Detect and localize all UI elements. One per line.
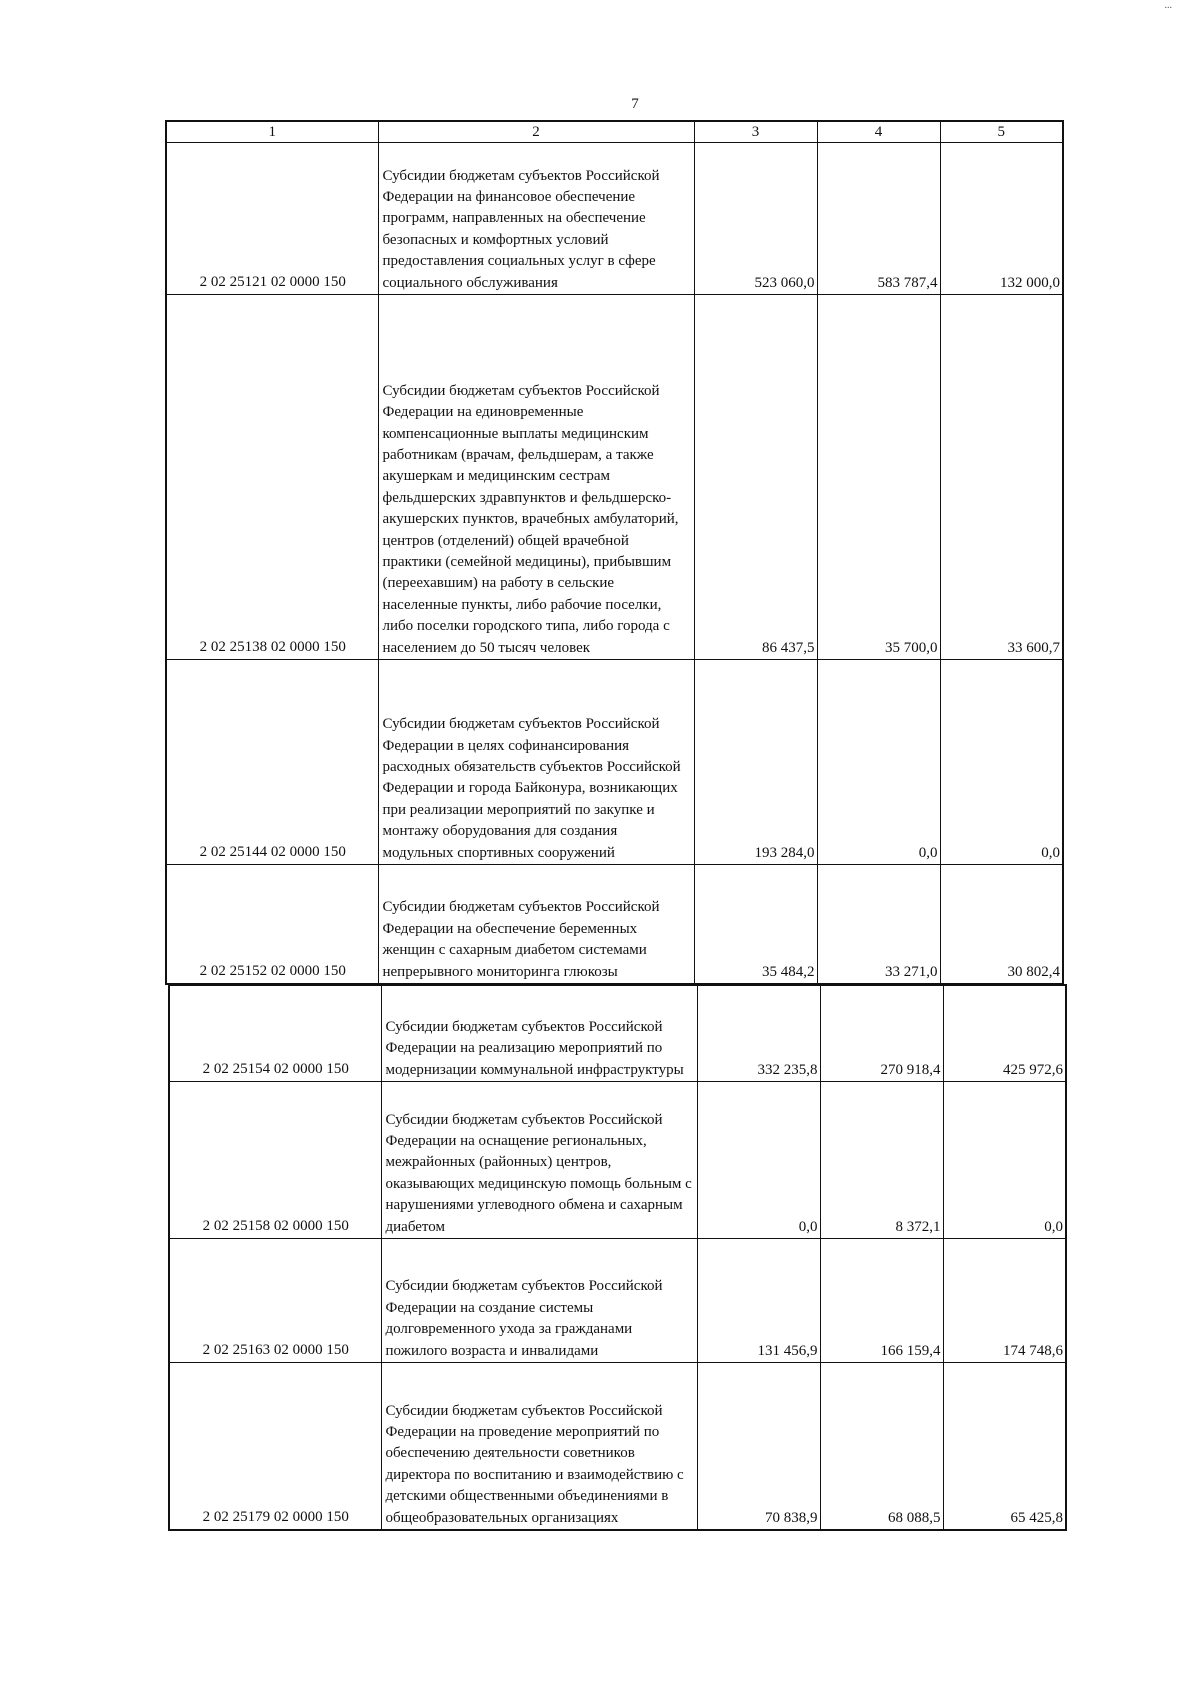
budget-code: 2 02 25144 02 0000 150	[166, 660, 378, 865]
amount-col3: 86 437,5	[694, 295, 817, 660]
amount-col4: 35 700,0	[817, 295, 940, 660]
table-row	[169, 1363, 1066, 1531]
row-description: Субсидии бюджетам субъектов Российской Федерации на проведение мероприятий по обеспечению деятельности советников директора по воспитанию и взаимодействию с детскими общественными объединениями в общеобразовательных организациях	[381, 1363, 697, 1531]
table-header-row	[166, 121, 1063, 143]
amount-col5: 132 000,0	[940, 143, 1063, 295]
budget-code: 2 02 25158 02 0000 150	[169, 1082, 381, 1239]
amount-col4: 583 787,4	[817, 143, 940, 295]
table-row	[166, 865, 1063, 985]
table-row	[169, 1239, 1066, 1363]
budget-code: 2 02 25179 02 0000 150	[169, 1363, 381, 1531]
row-description: Субсидии бюджетам субъектов Российской Федерации на финансовое обеспечение программ, направленных на обеспечение безопасных и комфортных условий предоставления социальных услуг в сфере социального обслуживания	[378, 143, 694, 295]
row-description: Субсидии бюджетам субъектов Российской Федерации на оснащение региональных, межрайонных (районных) центров, оказывающих медицинскую помощь больным с нарушениями углеводного обмена и сахарным диабетом	[381, 1082, 697, 1239]
row-description: Субсидии бюджетам субъектов Российской Федерации в целях софинансирования расходных обязательств субъектов Российской Федерации и города Байконура, возникающих при реализации мероприятий по закупке и монтажу оборудования для создания модульных спортивных сооружений	[378, 660, 694, 865]
amount-col5: 425 972,6	[943, 985, 1066, 1082]
budget-code: 2 02 25138 02 0000 150	[166, 295, 378, 660]
budget-table-lower	[168, 984, 1067, 1531]
row-description: Субсидии бюджетам субъектов Российской Федерации на создание системы долговременного ухода за гражданами пожилого возраста и инвалидами	[381, 1239, 697, 1363]
corner-mark: ...	[1164, 0, 1172, 11]
amount-col3: 70 838,9	[697, 1363, 820, 1531]
amount-col5: 174 748,6	[943, 1239, 1066, 1363]
header-cell: 5	[940, 121, 1063, 143]
row-description: Субсидии бюджетам субъектов Российской Федерации на единовременные компенсационные выплаты медицинским работникам (врачам, фельдшерам, а также акушеркам и медицинским сестрам фельдшерских здравпунктов и фельдшерско-акушерских пунктов, врачебных амбулаторий, центров (отделений) общей врачебной практики (семейной медицины), прибывшим (переехавшим) на работу в сельские населенные пункты, либо рабочие поселки, либо поселки городского типа, либо города с населением до 50 тысяч человек	[378, 295, 694, 660]
table-row	[166, 660, 1063, 865]
amount-col3: 523 060,0	[694, 143, 817, 295]
amount-col3: 35 484,2	[694, 865, 817, 985]
amount-col4: 166 159,4	[820, 1239, 943, 1363]
table-row	[166, 143, 1063, 295]
header-cell: 3	[694, 121, 817, 143]
amount-col3: 332 235,8	[697, 985, 820, 1082]
header-cell: 4	[817, 121, 940, 143]
amount-col4: 68 088,5	[820, 1363, 943, 1531]
amount-col4: 0,0	[817, 660, 940, 865]
amount-col4: 8 372,1	[820, 1082, 943, 1239]
row-description: Субсидии бюджетам субъектов Российской Федерации на реализацию мероприятий по модернизации коммунальной инфраструктуры	[381, 985, 697, 1082]
header-cell: 2	[378, 121, 694, 143]
page-number: 7	[631, 96, 639, 112]
table-row	[169, 985, 1066, 1082]
amount-col3: 193 284,0	[694, 660, 817, 865]
budget-code: 2 02 25163 02 0000 150	[169, 1239, 381, 1363]
amount-col5: 30 802,4	[940, 865, 1063, 985]
header-cell: 1	[166, 121, 378, 143]
table-row	[166, 295, 1063, 660]
amount-col3: 131 456,9	[697, 1239, 820, 1363]
table-row	[169, 1082, 1066, 1239]
budget-code: 2 02 25152 02 0000 150	[166, 865, 378, 985]
amount-col5: 65 425,8	[943, 1363, 1066, 1531]
amount-col5: 33 600,7	[940, 295, 1063, 660]
amount-col5: 0,0	[943, 1082, 1066, 1239]
row-description: Субсидии бюджетам субъектов Российской Федерации на обеспечение беременных женщин с сахарным диабетом системами непрерывного мониторинга глюкозы	[378, 865, 694, 985]
budget-code: 2 02 25121 02 0000 150	[166, 143, 378, 295]
amount-col4: 270 918,4	[820, 985, 943, 1082]
budget-table-upper	[165, 120, 1064, 985]
budget-code: 2 02 25154 02 0000 150	[169, 985, 381, 1082]
amount-col4: 33 271,0	[817, 865, 940, 985]
amount-col5: 0,0	[940, 660, 1063, 865]
amount-col3: 0,0	[697, 1082, 820, 1239]
